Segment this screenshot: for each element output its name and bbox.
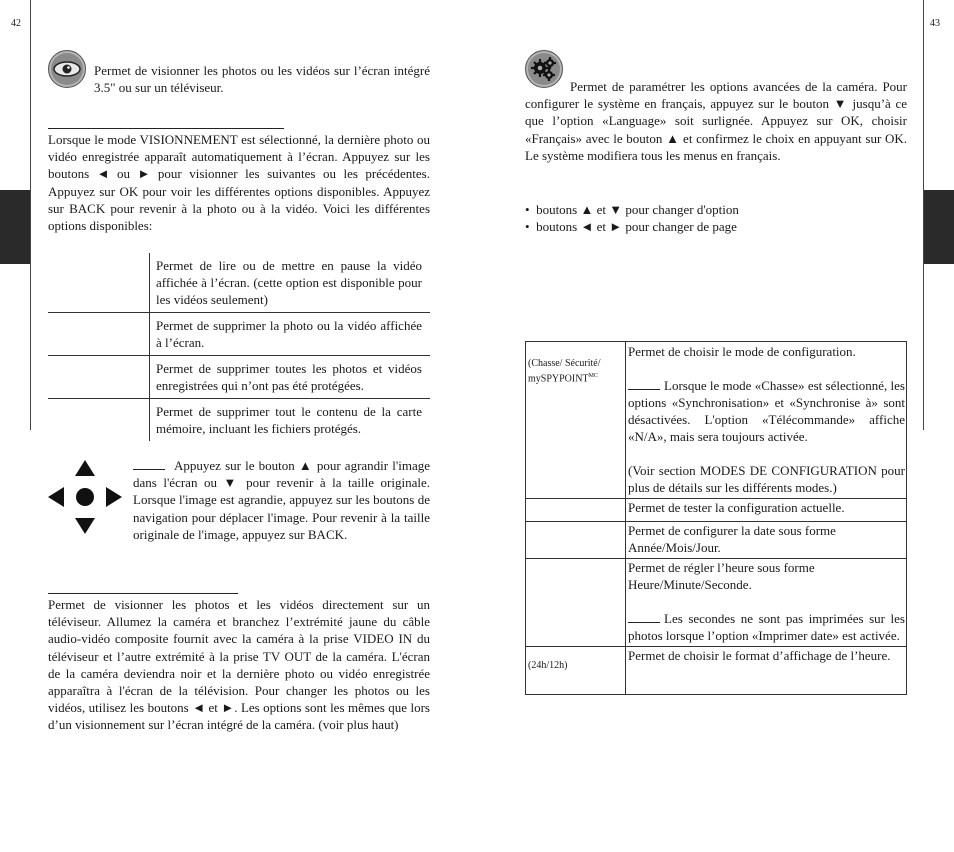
format-desc: Permet de choisir le format d’affichage de l’heure. [628, 648, 891, 663]
test-desc: Permet de tester la configuration actuelle. [628, 500, 845, 515]
option-desc: Permet de supprimer tout le contenu de la carte mémoire, incluant les fichiers protégés. [156, 404, 422, 436]
settings-table [525, 341, 907, 695]
tv-heading-underline [48, 593, 238, 594]
time-note [628, 610, 905, 644]
zoom-text-content: Appuyez sur le bouton ▲ pour agrandir l'image dans l'écran ou ▼ pour revenir à la taille originale. Lorsque l'image est agrandie, appuyez sur les boutons de navigation pour déplacer l'image. Pour revenir à la taille originale de l'image, appuyez sur BACK. [133, 458, 430, 542]
mode-note [628, 377, 905, 445]
navigation-pad-icon [46, 458, 124, 536]
time-note-text: Les secondes ne sont pas imprimées sur les photos lorsque l’option «Imprimer date» est activée. [628, 611, 905, 643]
mode-label-sup: MC [588, 373, 598, 379]
mode-label-cell [526, 342, 626, 499]
page-number-left: 42 [11, 18, 21, 29]
playback-options-table [48, 253, 430, 441]
mode-note-text: Lorsque le mode «Chasse» est sélectionné, les options «Synchronisation» et «Synchronise à» sont désactivées. L'option «Télécommande» affiche «N/A», mais sera toujours activée. [628, 378, 905, 444]
format-label-cell [526, 647, 626, 695]
bullet-item: • boutons ◄ et ► pour changer de page [525, 219, 737, 235]
option-label-cell [48, 313, 150, 356]
bullet-text: boutons ▲ et ▼ pour changer d'option [536, 202, 739, 217]
option-label-cell [48, 356, 150, 399]
mode-label: (Chasse/ Sécurité/ mySPYPOINT [528, 358, 601, 385]
time-desc-cell [626, 559, 907, 647]
zoom-text [133, 457, 430, 543]
bullet-item: • boutons ▲ et ▼ pour changer d'option [525, 202, 739, 217]
mode-extra: (Voir section MODES DE CONFIGURATION pour plus de détails sur les différents modes.) [628, 463, 905, 495]
mode-desc: Permet de choisir le mode de configuration. [628, 344, 856, 359]
bullet-text: boutons ◄ et ► pour changer de page [536, 219, 737, 235]
left-margin-line [30, 0, 31, 430]
left-chapter-tab [0, 190, 30, 264]
mode-desc-cell [626, 342, 907, 499]
playback-intro: Permet de visionner les photos ou les vidéos sur l’écran intégré 3.5" ou sur un téléviseur. [94, 63, 430, 96]
option-label-cell [48, 253, 150, 313]
heading-underline [48, 128, 284, 129]
playback-paragraph: Lorsque le mode VISIONNEMENT est sélectionné, la dernière photo ou vidéo enregistrée apparaît automatiquement à l’écran. Appuyez sur les boutons ◄ ou ► pour visionner les suivantes ou les précédentes. Appuyez sur OK pour voir les différentes options disponibles. Appuyez sur BACK pour revenir à la photo ou à la vidéo. Voici les différentes options disponibles: [48, 132, 430, 234]
date-desc: Permet de configurer la date sous forme Année/Mois/Jour. [628, 523, 836, 555]
format-label: (24h/12h) [528, 660, 568, 671]
date-label-cell [526, 522, 626, 559]
right-chapter-tab [924, 190, 954, 264]
navigation-bullets [525, 201, 907, 235]
tv-paragraph: Permet de visionner les photos et les vidéos directement sur un téléviseur. Allumez la caméra et branchez l’extrémité jaune du câble audio-vidéo composite fournit avec la caméra à la prise VIDEO IN du téléviseur et l’autre extrémité à la prise TV OUT de la caméra. L'écran de la caméra deviendra noir et la dernière photo ou vidéo enregistrée apparaîtra à l'écran de la télévision. Pour changer les photos ou les vidéos, utilisez les boutons ◄ et ►. Les options sont les mêmes que lors d’un visionnement sur l’écran intégré de la caméra. (voir plus haut) [48, 597, 430, 733]
page-number-right: 43 [930, 18, 940, 29]
test-label-cell [526, 499, 626, 522]
settings-intro: Permet de paramétrer les options avancées de la caméra. Pour configurer le système en français, appuyez sur le bouton ▼ jusqu’à ce que l’option «Language» soit surlignée. Appuyez sur OK, choisir «Français» avec le bouton ▲ et confirmez le choix en appuyant sur OK. Le système modifiera tous les menus en français. [525, 79, 907, 163]
option-desc: Permet de supprimer la photo ou la vidéo affichée à l’écran. [156, 318, 422, 350]
option-desc: Permet de supprimer toutes les photos et vidéos enregistrées qui n’ont pas été protégées. [156, 361, 422, 393]
time-desc: Permet de régler l’heure sous forme Heure/Minute/Seconde. [628, 560, 815, 592]
time-label-cell [526, 559, 626, 647]
option-desc: Permet de lire ou de mettre en pause la vidéo affichée à l’écran. (cette option est disponible pour les vidéos seulement) [156, 258, 422, 307]
option-label-cell [48, 399, 150, 442]
eye-icon [48, 50, 86, 88]
